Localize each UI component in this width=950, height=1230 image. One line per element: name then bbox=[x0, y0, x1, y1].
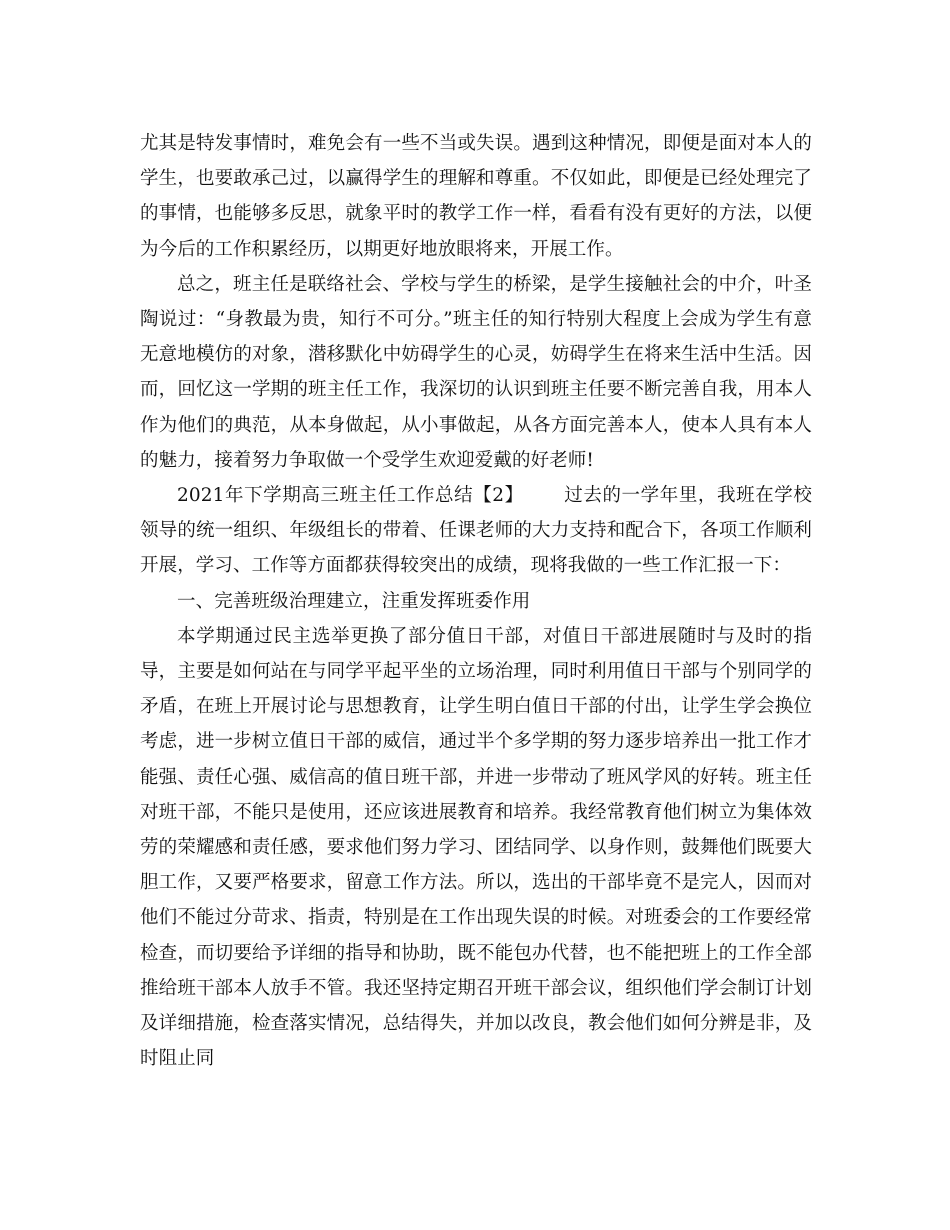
paragraph-1: 尤其是特发事情时，难免会有一些不当或失误。遇到这种情况，即便是面对本人的学生，也要敢承己过，以赢得学生的理解和尊重。不仅如此，即便是已经处理完了的事情，也能够多反思，就象平时的教学工作一样，看看有没有更好的方法，以便为今后的工作积累经历，以期更好地放眼将来，开展工作。 bbox=[140, 133, 812, 260]
document-body bbox=[140, 126, 812, 1076]
section-heading: 2021年下学期高三班主任工作总结【2】 bbox=[177, 485, 524, 507]
paragraph-4: 本学期通过民主选举更换了部分值日干部，对值日干部进展随时与及时的指导，主要是如何站在与同学平起平坐的立场治理，同时利用值日干部与个别同学的矛盾，在班上开展讨论与思想教育，让学生明白值日干部的付出，让学生学会换位考虑，进一步树立值日干部的威信，通过半个多学期的努力逐步培养出一批工作才能强、责任心强、威信高的值日班干部，并进一步带动了班风学风的好转。班主任对班干部，不能只是使用，还应该进展教育和培养。我经常教育他们树立为集体效劳的荣耀感和责任感，要求他们努力学习、团结同学、以身作则，鼓舞他们既要大胆工作，又要严格要求，留意工作方法。所以，选出的干部毕竟不是完人，因而对他们不能过分苛求、指责，特别是在工作出现失误的时候。对班委会的工作要经常检查，而切要给予详细的指导和协助，既不能包办代替，也不能把班上的工作全部推给班干部本人放手不管。我还坚持定期召开班干部会议，组织他们学会制订计划及详细措施，检查落实情况，总结得失，并加以改良，教会他们如何分辨是非，及时阻止同 bbox=[140, 625, 812, 1070]
section-title: 一、完善班级治理建立，注重发挥班委作用 bbox=[177, 590, 531, 612]
paragraph-3-text: 过去的一学年里，我班在学校领导的统一组织、年级组长的带着、任课老师的大力支持和配合下，各项工作顺利开展，学习、工作等方面都获得较突出的成绩，现将我做的一些工作汇报一下： bbox=[140, 485, 812, 577]
paragraph-2: 总之，班主任是联络社会、学校与学生的桥梁，是学生接触社会的中介，叶圣陶说过：“身教最为贵，知行不可分。”班主任的知行特别大程度上会成为学生有意无意地模仿的对象，潜移默化中妨碍学生的心灵，妨碍学生在将来生活中生活。因而，回忆这一学期的班主任工作，我深切的认识到班主任要不断完善自我，用本人作为他们的典范，从本身做起，从小事做起，从各方面完善本人，使本人具有本人的魅力，接着努力争取做一个受学生欢迎爱戴的好老师! bbox=[140, 273, 812, 471]
paragraph-3 bbox=[140, 478, 812, 584]
